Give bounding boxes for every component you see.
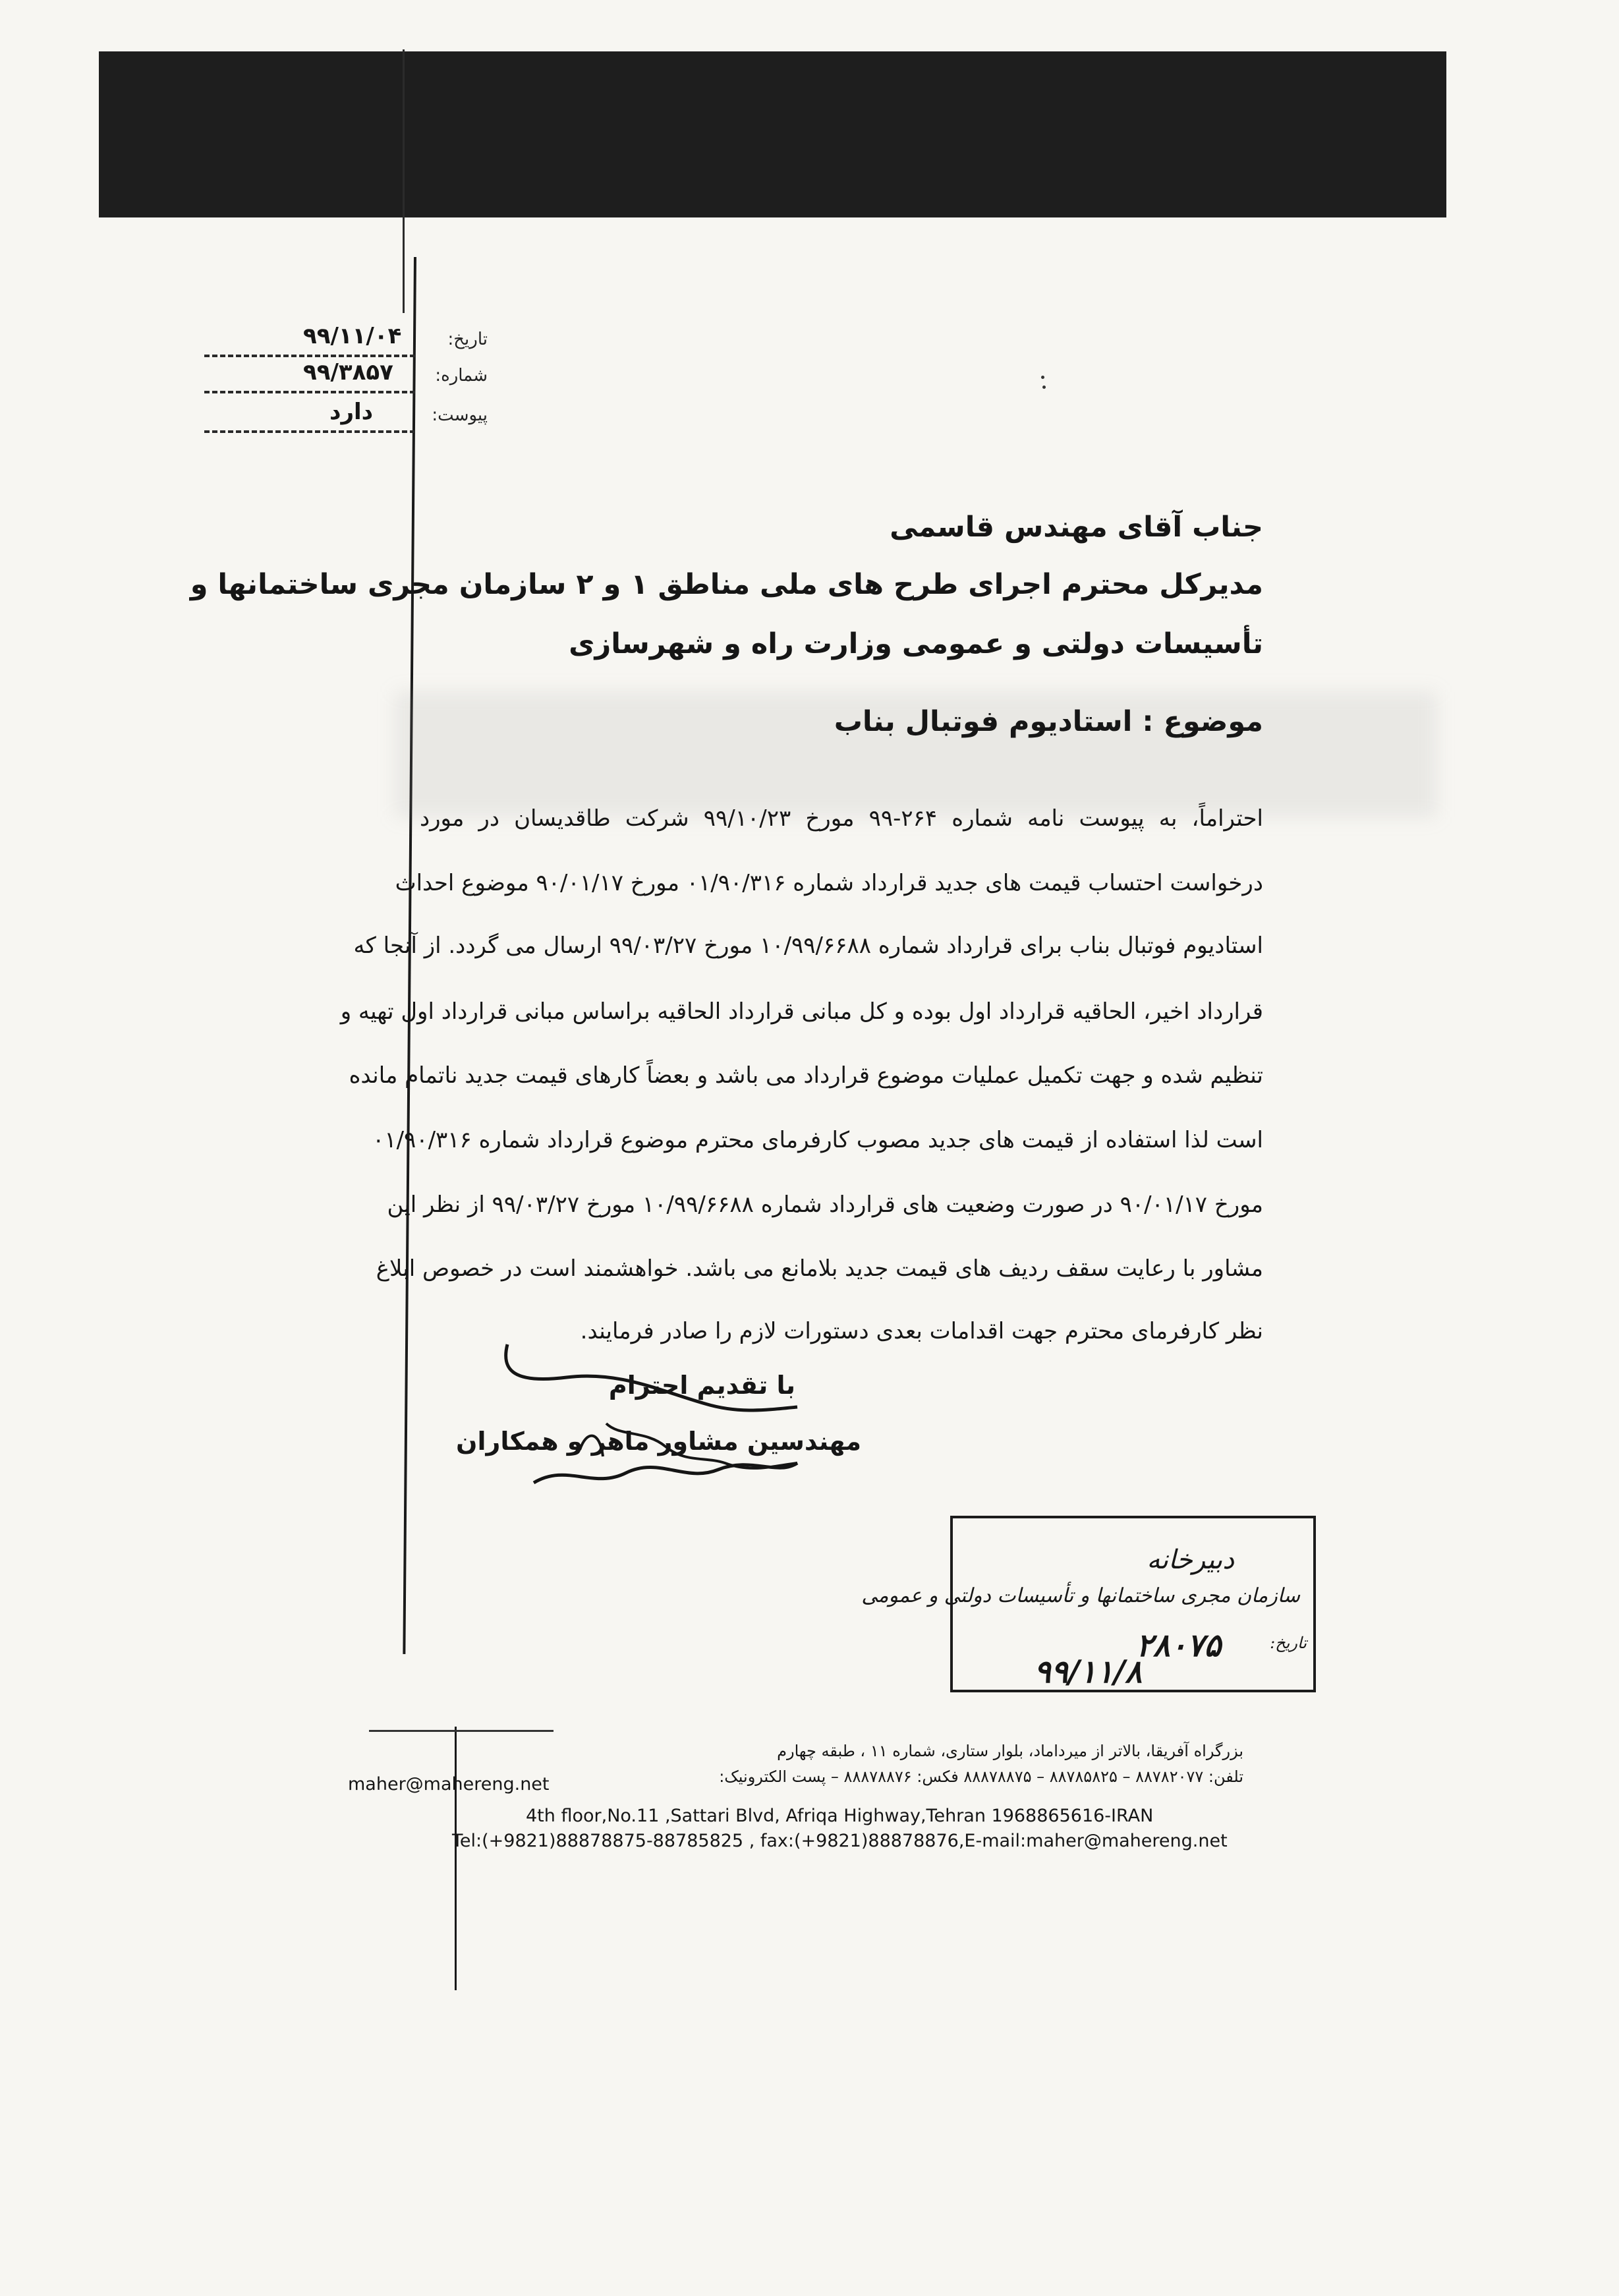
stamp-title: دبیرخانه — [1147, 1545, 1234, 1575]
body-line: استادیوم فوتبال بناب برای قرارداد شماره ۱۰/۹۹/۶۶۸۸ مورخ ۹۹/۰۳/۲۷ ارسال می گردد. از آنجا که — [353, 933, 1263, 959]
body-line: تنظیم شده و جهت تکمیل عملیات موضوع قرارداد می باشد و بعضاً کارهای قیمت جدید ناتمام مانده — [349, 1062, 1263, 1089]
redacted-letterhead — [99, 51, 1446, 217]
recipient-title-2: تأسیسات دولتی و عمومی وزارت راه و شهرسازی — [569, 627, 1263, 660]
footer-phone-fa: تلفن: ۸۸۷۸۲۰۷۷ – ۸۸۷۸۵۸۲۵ – ۸۸۸۷۸۸۷۵ فکس: ۸۸۸۷۸۸۷۶ – پست الکترونیک: — [719, 1767, 1243, 1786]
stamp-date: ۹۹/۱۱/۸ — [1034, 1653, 1142, 1690]
body-line: است لذا استفاده از قیمت های جدید مصوب کارفرمای محترم موضوع قرارداد شماره ۰۱/۹۰/۳۱۶ — [372, 1127, 1263, 1153]
margin-line — [455, 1727, 457, 1990]
body-line: درخواست احتساب قیمت های جدید قرارداد شماره ۰۱/۹۰/۳۱۶ مورخ ۹۰/۰۱/۱۷ موضوع احداث — [395, 870, 1263, 896]
body-line: مورخ ۹۰/۰۱/۱۷ در صورت وضعیت های قرارداد شماره ۱۰/۹۹/۶۶۸۸ مورخ ۹۹/۰۳/۲۷ از نظر این — [387, 1191, 1263, 1218]
number-label: شماره: — [435, 366, 488, 386]
stamp-date-label: تاریخ: — [1270, 1634, 1307, 1652]
body-line: نظر کارفرمای محترم جهت اقدامات بعدی دستورات لازم را صادر فرمایند. — [580, 1318, 1263, 1344]
attachment-field — [198, 399, 488, 438]
closing-regards: با تقدیم احترام — [608, 1371, 795, 1400]
date-label: تاریخ: — [447, 330, 488, 349]
subject: موضوع : استادیوم فوتبال بناب — [834, 705, 1263, 738]
scan-dot — [1041, 376, 1044, 379]
number-value: ۹۹/۳۸۵۷ — [303, 359, 393, 386]
attachment-value: دارد — [329, 399, 374, 425]
footer-address-en: 4th floor,No.11 ,Sattari Blvd, Afriqa Highway,Tehran 1968865616-IRAN — [526, 1806, 1154, 1826]
body-line: مشاور با رعایت سقف ردیف های قیمت جدید بلامانع می باشد. خواهشمند است در خصوص ابلاغ — [376, 1255, 1263, 1282]
date-field — [198, 323, 488, 362]
body-line: احتراماً، به پیوست نامه شماره ۲۶۴-۹۹ مورخ ۹۹/۱۰/۲۳ شرکت طاقدیسان در مورد — [420, 805, 1263, 832]
date-value: ۹۹/۱۱/۰۴ — [303, 323, 402, 349]
footer-address-fa: بزرگراه آفریقا، بالاتر از میرداماد، بلوار ستاری، شماره ۱۱ ، طبقه چهارم — [777, 1742, 1243, 1760]
company-name: مهندسین مشاور ماهر و همکاران — [456, 1427, 861, 1456]
stamp-organization: سازمان مجری ساختمانها و تأسیسات دولتی و عمومی — [861, 1584, 1300, 1607]
stamp-number: ۲۸۰۷۵ — [1136, 1627, 1221, 1664]
footer-rule — [369, 1730, 554, 1732]
footer-website[interactable]: maher@mahereng.net — [348, 1774, 550, 1794]
body-line: قرارداد اخیر، الحاقیه قرارداد اول بوده و کل مبانی قرارداد الحاقیه براساس مبانی قرارداد اول تهیه و — [340, 998, 1263, 1025]
margin-line — [403, 49, 405, 313]
recipient-title-1: مدیرکل محترم اجرای طرح های ملی مناطق ۱ و ۲ سازمان مجری ساختمانها و — [190, 568, 1263, 601]
signature — [488, 1331, 857, 1509]
received-stamp — [861, 1516, 1316, 1692]
scan-dot — [1042, 386, 1046, 389]
footer-phone-en: Tel:(+9821)88878875-88785825 , fax:(+9821)88878876,E-mail:maher@mahereng.net — [452, 1831, 1228, 1851]
number-field — [198, 359, 488, 399]
recipient-name: جناب آقای مهندس قاسمی — [890, 511, 1263, 544]
attachment-label: پیوست: — [432, 405, 488, 425]
